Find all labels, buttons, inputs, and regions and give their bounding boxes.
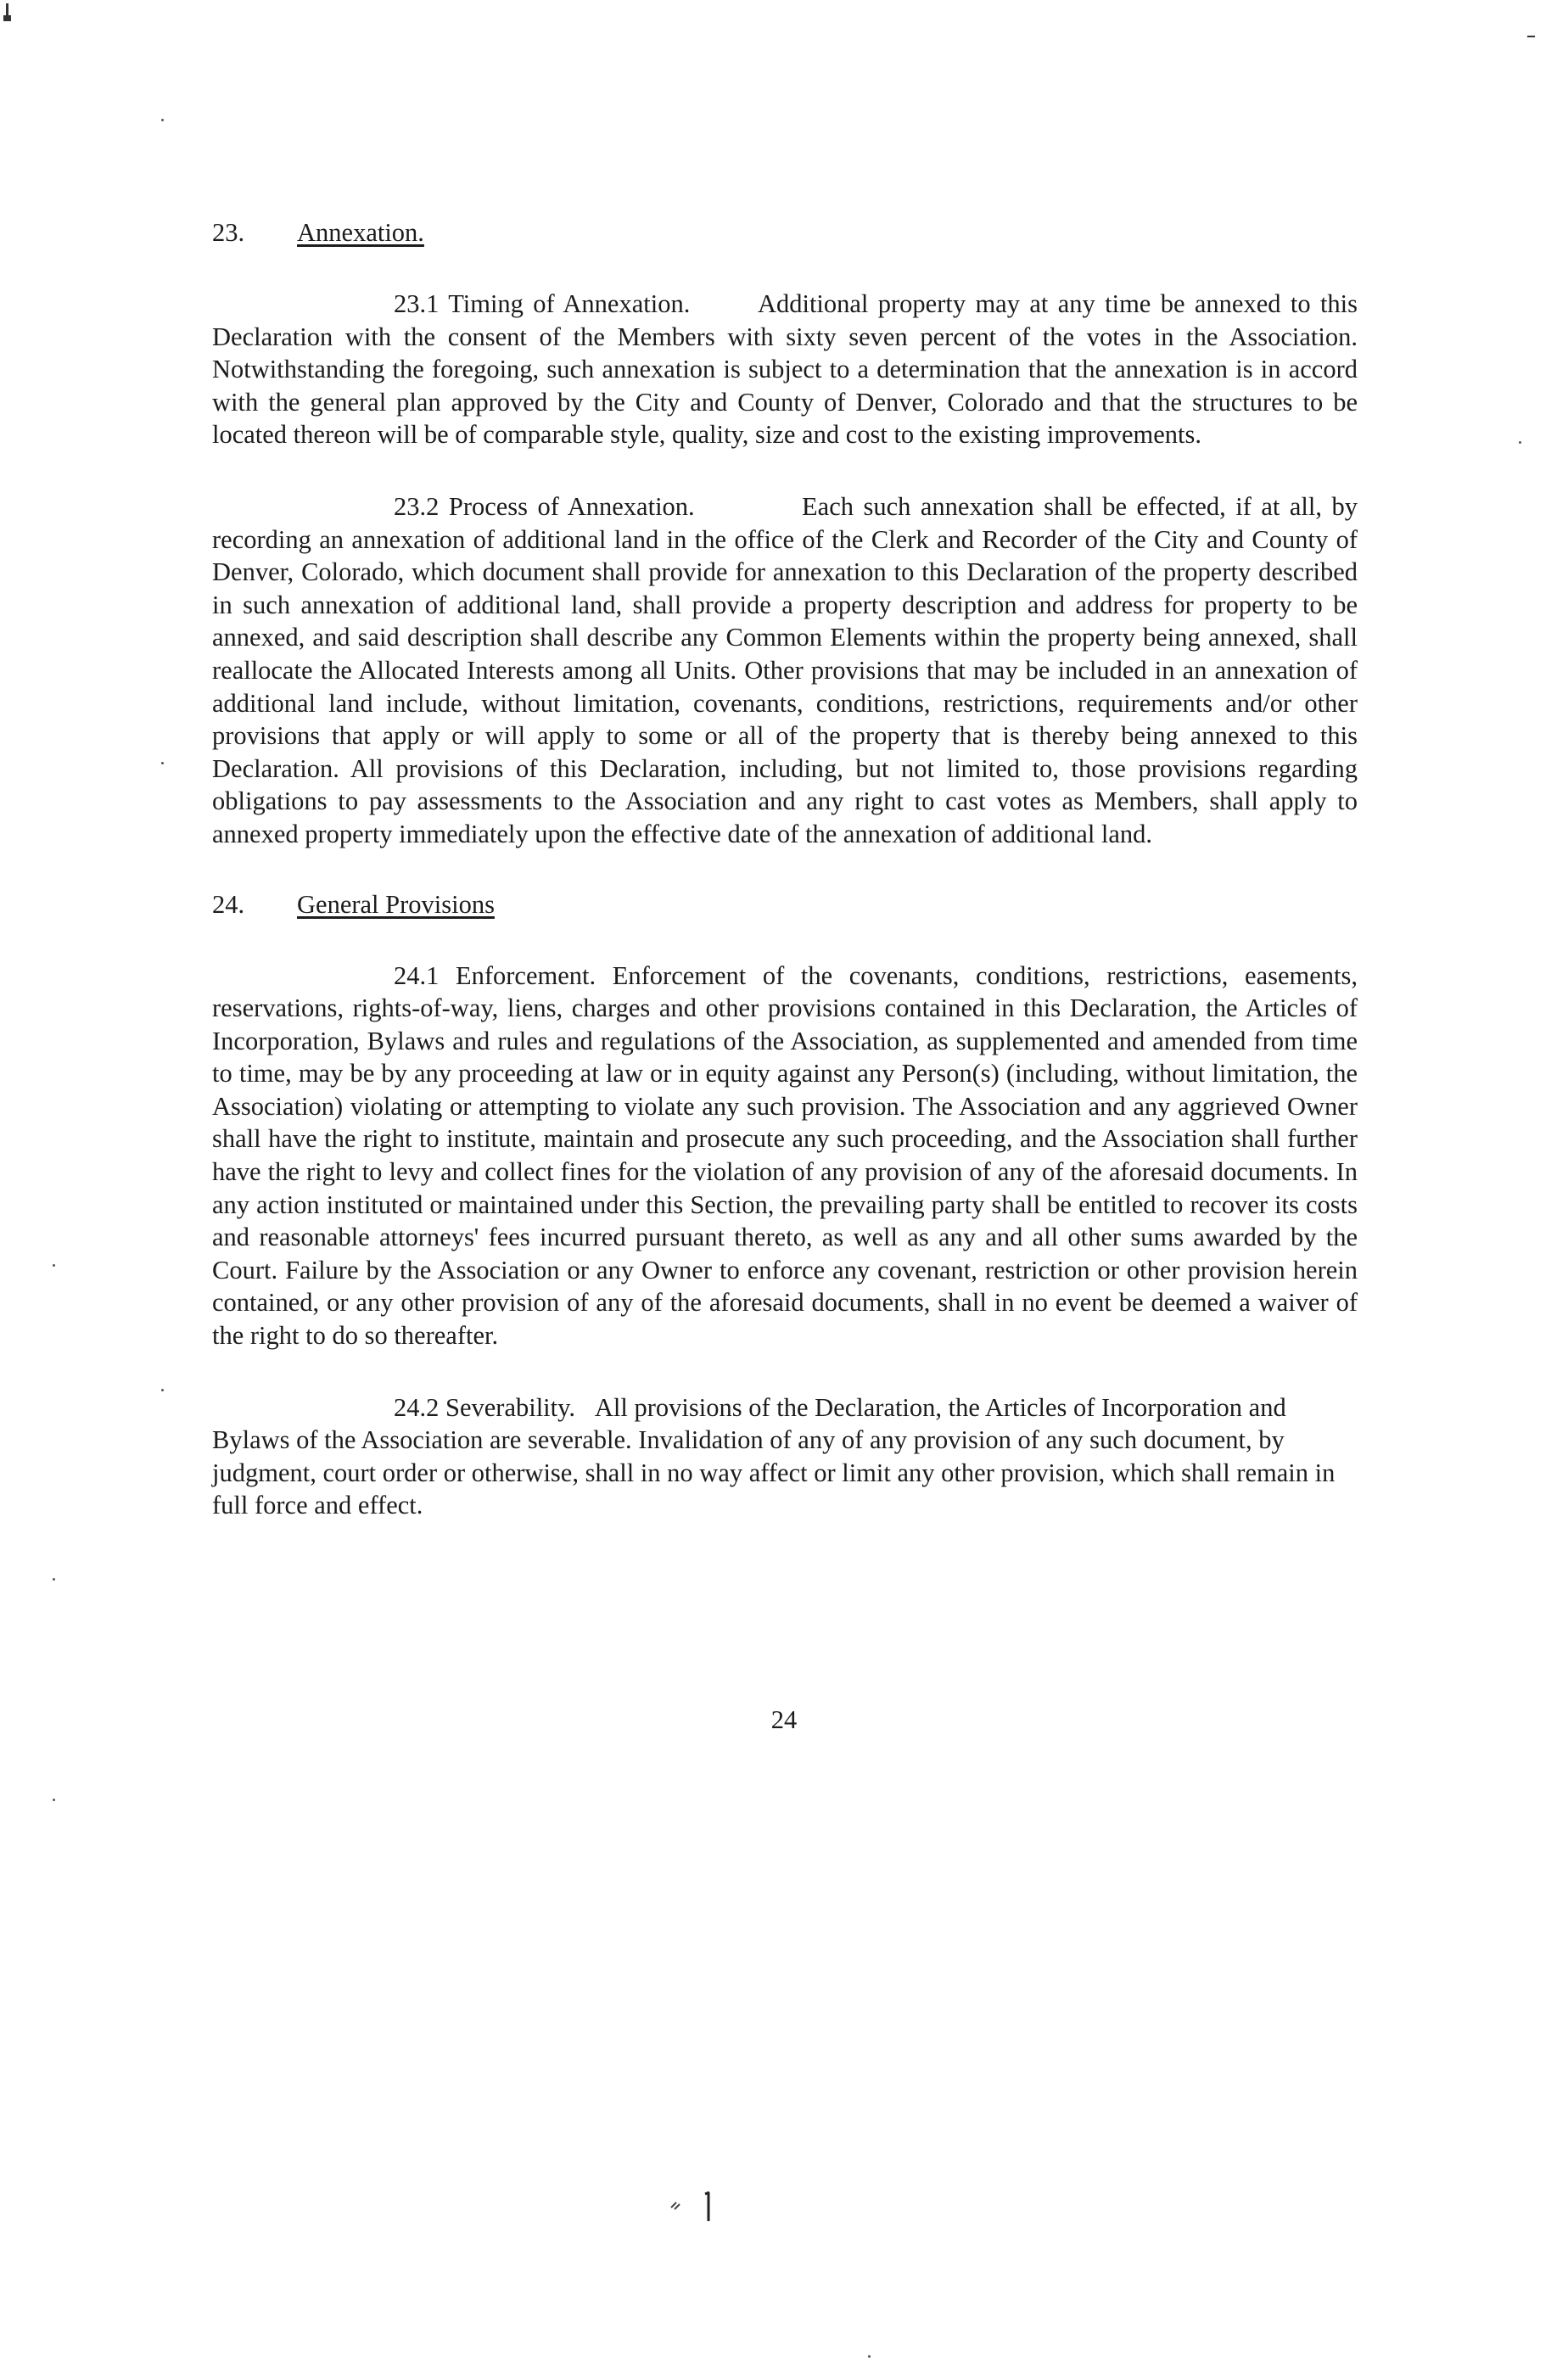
- scan-speck: [53, 1799, 55, 1801]
- paragraph-23-2-text: Each such annexation shall be effected, if at all, by recording an annexation of additional land in the office of the Clerk and Recorder of the City and County of Denver, Colorado, which document shall provide for annexation to this Declaration of the property described in such annexation of additional land, shall provide a property description and address for property to be annexed, and said description shall describe any Common Elements within the property being annexed, shall reallocate the Allocated Interests among all Units. Other provisions that may be included in an annexation of additional land include, without limitation, covenants, conditions, restrictions, requirements and/or other provisions that apply or will apply to some or all of the property that is thereby being annexed to this Declaration. All provisions of this Declaration, including, but not limited to, those provisions regarding obligations to pay assessments to the Association and any right to cast votes as Members, shall apply to annexed property immediately upon the effective date of the annexation of additional land.: [212, 491, 1358, 848]
- scan-speck: [1519, 441, 1521, 444]
- paragraph-24-2-text: All provisions of the Declaration, the Articles of Incorporation and Bylaws of the Association are severable. Invalidation of any of any provision of any such document, by judgment, court order or otherwise, shall in no way affect or limit any other provision, which shall remain in full force and effect.: [212, 1392, 1336, 1520]
- paragraph-23-1: [212, 288, 1358, 451]
- scan-mark: [6, 3, 8, 15]
- section-23-number: 23.: [212, 218, 245, 247]
- paragraph-23-2-label: 23.2 Process of Annexation.: [394, 491, 695, 521]
- paragraph-24-1-text: Enforcement of the covenants, conditions, restrictions, easements, reservations, rights-of-way, liens, charges and other provisions contained in this Declaration, the Articles of Incorporation, Bylaws and rules and regulations of the Association, as supplemented and amended from time to time, may be by any proceeding at law or in equity against any Person(s) (including, without limitation, the Association) violating or attempting to violate any such provision. The Association and any aggrieved Owner shall have the right to institute, maintain and prosecute any such proceeding, and the Association shall further have the right to levy and collect fines for the violation of any provision of any of the aforesaid documents. In any action instituted or maintained under this Section, the prevailing party shall be entitled to recover its costs and reasonable attorneys' fees incurred pursuant thereto, as well as any and all other sums awarded by the Court. Failure by the Association or any Owner to enforce any covenant, restriction or other provision herein contained, or any other provision of any of the aforesaid documents, shall in no event be deemed a waiver of the right to do so thereafter.: [212, 960, 1358, 1351]
- paragraph-23-1-text: Additional property may at any time be annexed to this Declaration with the consent of the Members with sixty seven percent of the votes in the Association. Notwithstanding the foregoing, such annexation is subject to a determination that the annexation is in accord with the general plan approved by the City and County of Denver, Colorado and that the structures to be located thereon will be of comparable style, quality, size and cost to the existing improvements.: [212, 289, 1358, 450]
- section-24-number: 24.: [212, 889, 245, 919]
- paragraph-24-1-label: 24.1 Enforcement.: [394, 960, 596, 990]
- paragraph-24-2-label: 24.2 Severability.: [394, 1392, 576, 1422]
- document-page: [212, 216, 1358, 1522]
- scan-squiggle: [664, 2189, 724, 2223]
- section-24-heading: [114, 888, 1358, 922]
- page-number: 24: [770, 1705, 798, 1734]
- paragraph-24-2: [212, 1391, 1358, 1522]
- section-23-title: Annexation.: [297, 218, 424, 247]
- paragraph-23-2: [212, 490, 1358, 851]
- scan-mark: [1527, 36, 1535, 37]
- paragraph-24-1: [212, 960, 1358, 1352]
- section-24-title: General Provisions: [297, 889, 495, 919]
- scan-speck: [53, 1264, 55, 1267]
- paragraph-23-1-label: 23.1 Timing of Annexation.: [394, 289, 691, 318]
- scan-speck: [161, 1389, 164, 1391]
- scan-speck: [53, 1578, 55, 1581]
- scan-mark: [3, 15, 11, 21]
- section-23-heading: [114, 216, 1358, 250]
- scan-speck: [161, 119, 164, 121]
- scan-speck: [868, 2355, 871, 2358]
- scan-speck: [161, 762, 164, 764]
